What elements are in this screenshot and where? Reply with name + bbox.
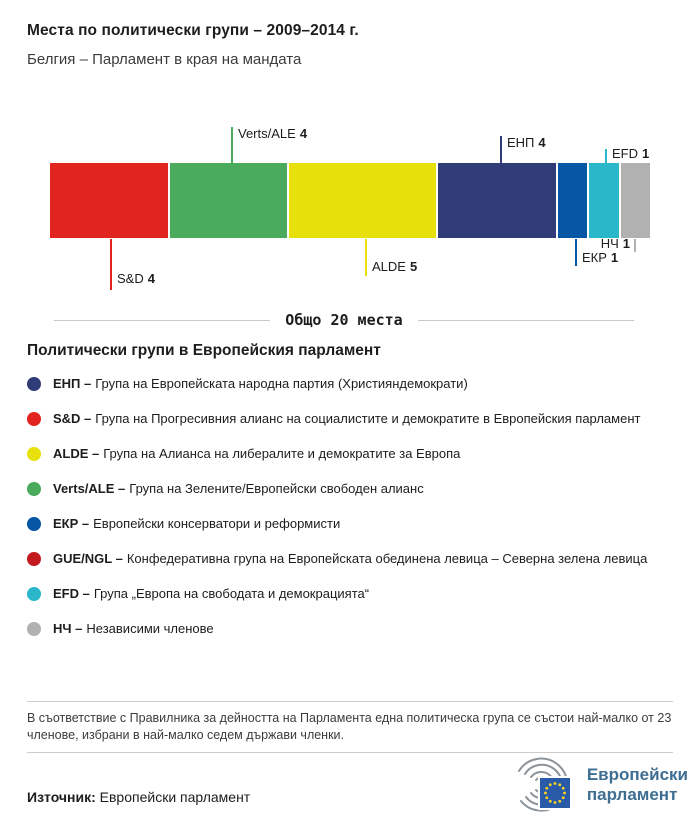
seats-bar-chart <box>0 0 700 300</box>
legend-dot-ni <box>27 622 41 636</box>
european-parliament-logo <box>509 757 688 813</box>
legend-item-efd <box>27 584 673 604</box>
bar-segment-efd <box>589 163 618 238</box>
group-abbr: НЧ – <box>53 621 83 636</box>
seat-count: 5 <box>409 259 418 274</box>
group-desc: Група „Европа на свободата и демокрацията“ <box>93 586 370 601</box>
bar-segment-alde <box>289 163 436 238</box>
chart-subtitle: Белгия – Парламент в края на мандата <box>27 51 302 68</box>
eu-flag-icon <box>538 776 572 810</box>
group-name: ALDE <box>372 259 406 274</box>
legend <box>27 342 673 654</box>
bar-segment-verts-ale <box>170 163 288 238</box>
callout-label-sd <box>117 271 155 286</box>
legend-label <box>53 479 424 499</box>
seat-count: 1 <box>610 250 619 265</box>
bar-segment-ni <box>621 163 650 238</box>
seat-count: 1 <box>642 146 650 161</box>
source-line <box>27 789 250 805</box>
group-name: ЕКР <box>582 250 607 265</box>
group-desc: Група на Алианса на либералите и демократите за Европа <box>103 446 461 461</box>
total-seats-label: Общо 20 места <box>285 311 403 329</box>
chart-title: Места по политически групи – 2009–2014 г. <box>27 22 359 39</box>
legend-item-gue-ngl <box>27 549 673 569</box>
logo-line-2: парламент <box>586 785 678 804</box>
group-desc: Група на Европейската народна партия (Християндемократи) <box>95 376 468 391</box>
group-desc: Конфедеративна група на Европейската обединена левица – Северна зелена левица <box>126 551 648 566</box>
callout-line-alde <box>365 239 367 276</box>
legend-dot-gue-ngl <box>27 552 41 566</box>
total-seats-row <box>54 309 634 331</box>
seat-count: 4 <box>147 271 155 286</box>
group-abbr: GUE/NGL – <box>53 551 123 566</box>
legend-item-ni <box>27 619 673 639</box>
group-abbr: ЕНП – <box>53 376 92 391</box>
callout-label-ni <box>601 236 630 251</box>
footnote: В съответствие с Правилника за дейността на Парламента една политическа група се състои най-малко от 23 членове, избрани в най-малко седем държави членки. <box>27 711 672 742</box>
logo-wordmark <box>587 765 688 805</box>
legend-item-alde <box>27 444 673 464</box>
total-rule-left <box>54 320 270 321</box>
legend-label <box>53 374 468 394</box>
callout-label-alde <box>372 259 417 274</box>
group-desc: Европейски консерватори и реформисти <box>93 516 341 531</box>
callout-line-epp <box>500 136 502 163</box>
callout-label-epp <box>507 135 546 150</box>
source-label: Източник: <box>27 789 96 805</box>
callout-line-sd <box>110 239 112 290</box>
group-name: НЧ <box>600 236 619 251</box>
bar-segment-sd <box>50 163 168 238</box>
legend-dot-ecr <box>27 517 41 531</box>
group-desc: Група на Зелените/Европейски свободен алианс <box>129 481 424 496</box>
bar-segment-ecr <box>558 163 587 238</box>
legend-dot-verts-ale <box>27 482 41 496</box>
bar-segment-epp <box>438 163 556 238</box>
group-abbr: EFD – <box>53 586 90 601</box>
source-value: Европейски парламент <box>99 789 251 805</box>
legend-item-verts-ale <box>27 479 673 499</box>
callout-line-verts-ale <box>231 127 233 163</box>
group-name: Verts/ALE <box>238 126 296 141</box>
legend-item-epp <box>27 374 673 394</box>
legend-label <box>53 409 640 429</box>
callout-label-efd <box>612 146 649 161</box>
legend-label <box>53 514 340 534</box>
callout-line-efd <box>605 149 607 163</box>
hemicycle-icon <box>509 757 579 813</box>
group-desc: Група на Прогресивния алианс на социалистите и демократите в Европейския парламент <box>95 411 641 426</box>
legend-dot-efd <box>27 587 41 601</box>
seat-count: 1 <box>622 236 630 251</box>
callout-line-ni <box>634 239 636 252</box>
callout-label-ecr <box>582 250 618 265</box>
group-abbr: S&D – <box>53 411 92 426</box>
callout-line-ecr <box>575 239 577 266</box>
legend-title: Политически групи в Европейския парламент <box>27 342 381 359</box>
legend-item-ecr <box>27 514 673 534</box>
group-desc: Независими членове <box>86 621 214 636</box>
legend-item-sd <box>27 409 673 429</box>
group-abbr: ALDE – <box>53 446 100 461</box>
legend-dot-sd <box>27 412 41 426</box>
callout-label-verts-ale <box>238 126 307 141</box>
legend-label <box>53 549 647 569</box>
group-name: ЕНП <box>507 135 535 150</box>
total-rule-right <box>418 320 634 321</box>
group-name: S&D <box>117 271 144 286</box>
legend-label <box>53 444 460 464</box>
divider-top <box>27 701 673 702</box>
seat-count: 4 <box>538 135 546 150</box>
stacked-seats-bar <box>50 163 650 238</box>
legend-label <box>53 584 369 604</box>
legend-dot-alde <box>27 447 41 461</box>
group-abbr: ЕКР – <box>53 516 90 531</box>
legend-label <box>53 619 214 639</box>
group-abbr: Verts/ALE – <box>53 481 126 496</box>
group-name: EFD <box>612 146 638 161</box>
logo-line-1: Европейски <box>586 765 688 784</box>
divider-bottom <box>27 752 673 753</box>
legend-dot-epp <box>27 377 41 391</box>
seat-count: 4 <box>299 126 308 141</box>
